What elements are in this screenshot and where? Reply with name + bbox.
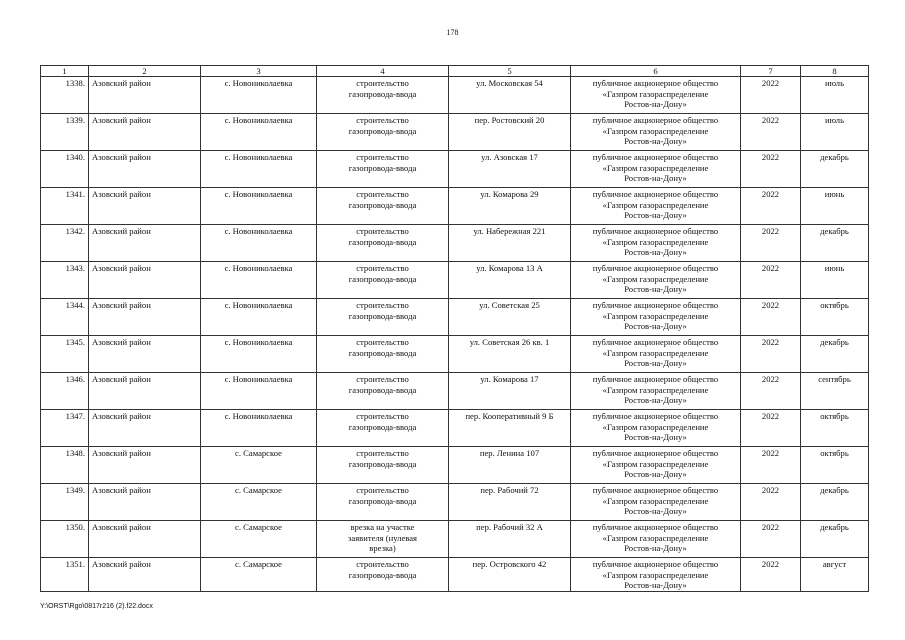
district-cell: Азовский район [89,410,201,447]
col-header-6: 6 [571,66,741,77]
district-cell: Азовский район [89,225,201,262]
year-cell: 2022 [741,225,801,262]
work-type-cell: строительство газопровода-ввода [317,373,449,410]
table-row [41,373,869,410]
month-cell: декабрь [801,225,869,262]
row-number: 1347. [41,410,89,447]
settlement-cell: с. Новониколаевка [201,299,317,336]
organization-cell: публичное акционерное общество «Газпром газораспределение Ростов-на-Дону» [571,521,741,558]
document-table [40,65,869,592]
district-cell: Азовский район [89,262,201,299]
year-cell: 2022 [741,521,801,558]
address-cell: ул. Комарова 13 А [449,262,571,299]
work-type-cell: строительство газопровода-ввода [317,225,449,262]
organization-cell: публичное акционерное общество «Газпром газораспределение Ростов-на-Дону» [571,373,741,410]
address-cell: пер. Ленина 107 [449,447,571,484]
year-cell: 2022 [741,299,801,336]
row-number: 1343. [41,262,89,299]
district-cell: Азовский район [89,447,201,484]
col-header-7: 7 [741,66,801,77]
work-type-cell: строительство газопровода-ввода [317,151,449,188]
table-row [41,114,869,151]
table-row [41,77,869,114]
organization-cell: публичное акционерное общество «Газпром газораспределение Ростов-на-Дону» [571,558,741,592]
district-cell: Азовский район [89,484,201,521]
col-header-4: 4 [317,66,449,77]
district-cell: Азовский район [89,558,201,592]
footer-file-path: Y:\ORST\Rgo\0817r216 (2).f22.docx [40,603,153,610]
year-cell: 2022 [741,262,801,299]
organization-cell: публичное акционерное общество «Газпром газораспределение Ростов-на-Дону» [571,77,741,114]
month-cell: июнь [801,188,869,225]
year-cell: 2022 [741,373,801,410]
header-row [41,66,869,77]
row-number: 1339. [41,114,89,151]
work-type-cell: врезка на участке заявителя (нулевая врезка) [317,521,449,558]
year-cell: 2022 [741,114,801,151]
row-number: 1345. [41,336,89,373]
work-type-cell: строительство газопровода-ввода [317,114,449,151]
district-cell: Азовский район [89,77,201,114]
table-row [41,336,869,373]
organization-cell: публичное акционерное общество «Газпром газораспределение Ростов-на-Дону» [571,484,741,521]
organization-cell: публичное акционерное общество «Газпром газораспределение Ростов-на-Дону» [571,262,741,299]
month-cell: декабрь [801,336,869,373]
settlement-cell: с. Самарское [201,484,317,521]
organization-cell: публичное акционерное общество «Газпром газораспределение Ростов-на-Дону» [571,225,741,262]
address-cell: ул. Советская 26 кв. 1 [449,336,571,373]
row-number: 1348. [41,447,89,484]
table-row [41,188,869,225]
settlement-cell: с. Новониколаевка [201,77,317,114]
address-cell: ул. Комарова 17 [449,373,571,410]
settlement-cell: с. Самарское [201,447,317,484]
table-row [41,410,869,447]
district-cell: Азовский район [89,521,201,558]
row-number: 1338. [41,77,89,114]
year-cell: 2022 [741,447,801,484]
address-cell: пер. Островского 42 [449,558,571,592]
table-row [41,558,869,592]
month-cell: сентябрь [801,373,869,410]
col-header-2: 2 [89,66,201,77]
work-type-cell: строительство газопровода-ввода [317,77,449,114]
month-cell: декабрь [801,151,869,188]
row-number: 1346. [41,373,89,410]
table-row [41,262,869,299]
district-cell: Азовский район [89,299,201,336]
table-row [41,521,869,558]
table-row [41,484,869,521]
year-cell: 2022 [741,484,801,521]
address-cell: ул. Азовская 17 [449,151,571,188]
table-body [41,77,869,592]
work-type-cell: строительство газопровода-ввода [317,484,449,521]
month-cell: июль [801,77,869,114]
row-number: 1351. [41,558,89,592]
month-cell: декабрь [801,484,869,521]
table-row [41,151,869,188]
organization-cell: публичное акционерное общество «Газпром газораспределение Ростов-на-Дону» [571,114,741,151]
month-cell: июль [801,114,869,151]
year-cell: 2022 [741,188,801,225]
work-type-cell: строительство газопровода-ввода [317,336,449,373]
address-cell: ул. Набережная 221 [449,225,571,262]
month-cell: октябрь [801,299,869,336]
district-cell: Азовский район [89,151,201,188]
settlement-cell: с. Самарское [201,558,317,592]
page-number: 178 [446,28,459,37]
work-type-cell: строительство газопровода-ввода [317,410,449,447]
row-number: 1340. [41,151,89,188]
organization-cell: публичное акционерное общество «Газпром газораспределение Ростов-на-Дону» [571,299,741,336]
organization-cell: публичное акционерное общество «Газпром газораспределение Ростов-на-Дону» [571,188,741,225]
month-cell: декабрь [801,521,869,558]
year-cell: 2022 [741,336,801,373]
col-header-5: 5 [449,66,571,77]
table-row [41,447,869,484]
settlement-cell: с. Новониколаевка [201,114,317,151]
row-number: 1342. [41,225,89,262]
month-cell: август [801,558,869,592]
settlement-cell: с. Новониколаевка [201,188,317,225]
district-cell: Азовский район [89,373,201,410]
work-type-cell: строительство газопровода-ввода [317,262,449,299]
address-cell: пер. Кооперативный 9 Б [449,410,571,447]
address-cell: пер. Рабочий 72 [449,484,571,521]
address-cell: ул. Советская 25 [449,299,571,336]
organization-cell: публичное акционерное общество «Газпром газораспределение Ростов-на-Дону» [571,447,741,484]
settlement-cell: с. Новониколаевка [201,151,317,188]
settlement-cell: с. Новониколаевка [201,225,317,262]
settlement-cell: с. Новониколаевка [201,373,317,410]
work-type-cell: строительство газопровода-ввода [317,447,449,484]
row-number: 1341. [41,188,89,225]
organization-cell: публичное акционерное общество «Газпром газораспределение Ростов-на-Дону» [571,410,741,447]
district-cell: Азовский район [89,188,201,225]
organization-cell: публичное акционерное общество «Газпром газораспределение Ростов-на-Дону» [571,336,741,373]
col-header-1: 1 [41,66,89,77]
settlement-cell: с. Новониколаевка [201,336,317,373]
col-header-8: 8 [801,66,869,77]
address-cell: пер. Рабочий 32 А [449,521,571,558]
row-number: 1349. [41,484,89,521]
table-row [41,225,869,262]
year-cell: 2022 [741,77,801,114]
address-cell: ул. Комарова 29 [449,188,571,225]
settlement-cell: с. Новониколаевка [201,262,317,299]
work-type-cell: строительство газопровода-ввода [317,558,449,592]
district-cell: Азовский район [89,336,201,373]
table-row [41,299,869,336]
year-cell: 2022 [741,558,801,592]
year-cell: 2022 [741,410,801,447]
year-cell: 2022 [741,151,801,188]
address-cell: ул. Московская 54 [449,77,571,114]
work-type-cell: строительство газопровода-ввода [317,299,449,336]
address-cell: пер. Ростовский 20 [449,114,571,151]
row-number: 1344. [41,299,89,336]
settlement-cell: с. Новониколаевка [201,410,317,447]
month-cell: октябрь [801,410,869,447]
month-cell: июнь [801,262,869,299]
organization-cell: публичное акционерное общество «Газпром газораспределение Ростов-на-Дону» [571,151,741,188]
row-number: 1350. [41,521,89,558]
col-header-3: 3 [201,66,317,77]
month-cell: октябрь [801,447,869,484]
settlement-cell: с. Самарское [201,521,317,558]
district-cell: Азовский район [89,114,201,151]
work-type-cell: строительство газопровода-ввода [317,188,449,225]
